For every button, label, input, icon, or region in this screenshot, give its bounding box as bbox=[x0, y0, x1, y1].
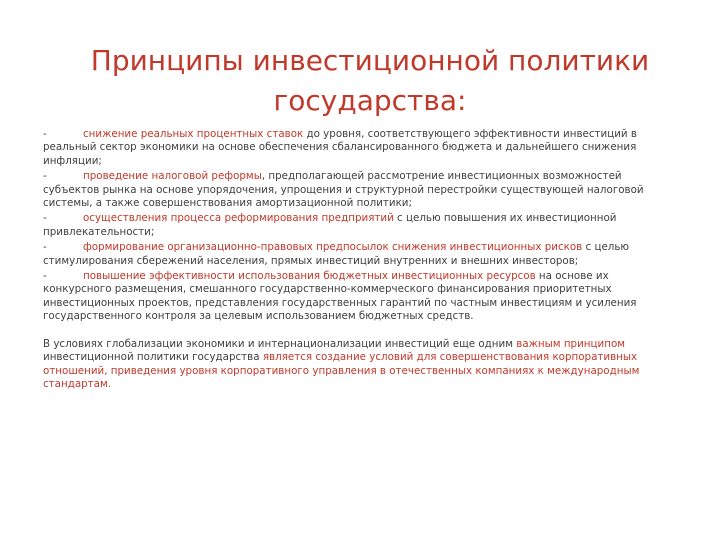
closing-highlight-1: важным принципом bbox=[516, 337, 626, 350]
list-item bbox=[43, 170, 679, 210]
list-item bbox=[43, 241, 679, 268]
slide-title-line1: Принципы инвестиционной политики bbox=[90, 43, 650, 77]
list-item bbox=[43, 212, 679, 239]
list-item-highlight: осуществления процесса реформирования предприятий bbox=[83, 212, 394, 225]
closing-text-2: инвестиционной политики государства bbox=[43, 351, 263, 364]
list-item-text: , предполагающей рассмотрение инвестиционных возможностей субъектов рынка на основе упорядочения, упрощения и структурной перестройки существующей налоговой системы, а также совершенствования амортизационной политики; bbox=[43, 170, 644, 210]
closing-text-1: В условиях глобализации экономики и интернационализации инвестиций еще одним bbox=[43, 337, 517, 350]
list-dash: - bbox=[43, 241, 47, 254]
slide-title-line2: государства: bbox=[273, 83, 467, 117]
closing-highlight-2: является создание условий для совершенствования корпоративных отношений, приведения уровня корпоративного управления в отечественных компаниях к международным стандартам. bbox=[43, 351, 640, 390]
list-item-highlight: проведение налоговой реформы bbox=[83, 170, 262, 183]
list-dash: - bbox=[43, 270, 47, 283]
list-item bbox=[43, 128, 679, 168]
list-item-highlight: формирование организационно-правовых предпосылок снижения инвестиционных рисков bbox=[83, 241, 583, 254]
list-dash: - bbox=[43, 128, 47, 140]
list-dash: - bbox=[43, 170, 47, 183]
list-item-highlight: снижение реальных процентных ставок bbox=[83, 128, 304, 140]
principles-list bbox=[43, 128, 679, 391]
list-item bbox=[43, 270, 679, 324]
closing-paragraph bbox=[43, 338, 679, 392]
list-item-text: с целью стимулирования сбережений населения, прямых инвестиций внутренних и внешних инвесторов; bbox=[43, 241, 630, 267]
list-item-text: с целью повышения их инвестиционной привлекательности; bbox=[43, 212, 617, 238]
list-dash: - bbox=[43, 212, 47, 225]
list-item-text: на основе их конкурсного размещения, смешанного государственно-коммерческого финансирования приоритетных инвестиционных проектов, представления государственных гарантий по частным инвестициям и усиления государственного контроля за целевым использованием бюджетных средств. bbox=[43, 270, 637, 323]
slide-title bbox=[40, 41, 700, 121]
list-item-highlight: повышение эффективности использования бюджетных инвестиционных ресурсов bbox=[83, 270, 536, 283]
list-item-text: до уровня, соответствующего эффективности инвестиций в реальный сектор экономики на основе обеспечения сбалансированного бюджета и дальнейшего снижения инфляции; bbox=[43, 128, 637, 167]
